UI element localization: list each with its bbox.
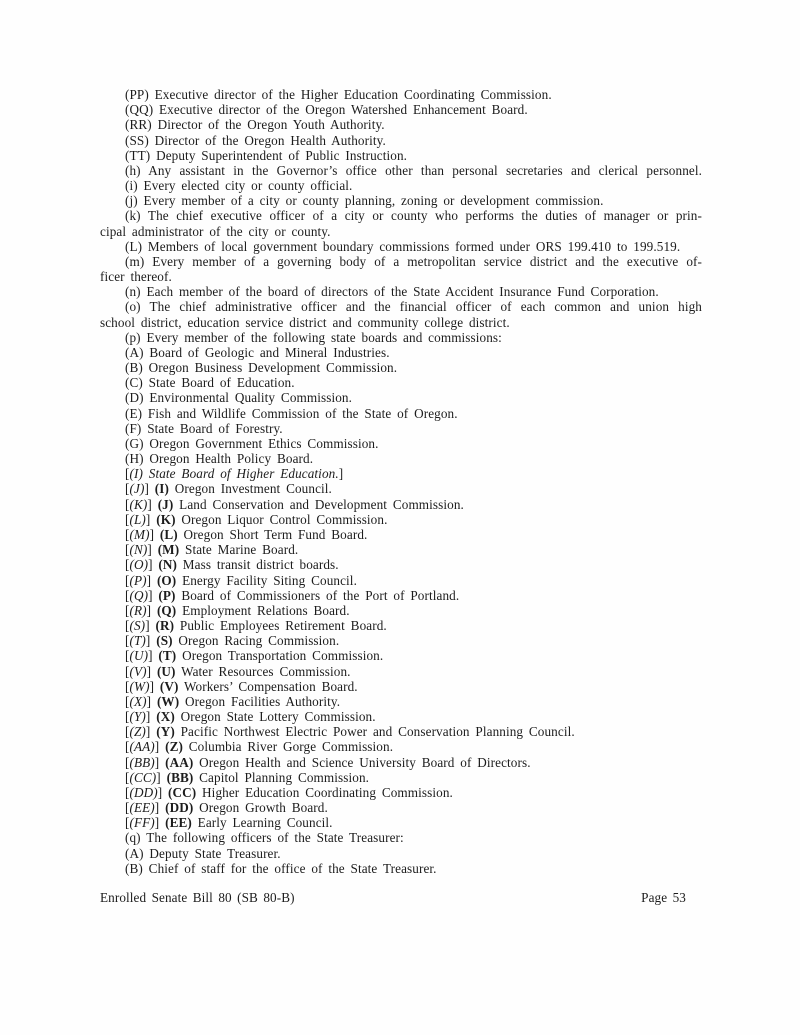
text-line — [100, 512, 702, 527]
bold-item-label: (X) — [156, 709, 175, 725]
bold-item-label: (Y) — [156, 724, 175, 740]
text-segment: (A) Deputy State Treasurer. — [125, 845, 281, 861]
page-footer — [100, 890, 686, 905]
text-segment: [ — [125, 693, 130, 709]
deleted-text-italic: (O) — [129, 557, 149, 573]
text-line — [100, 406, 702, 421]
text-segment: (C) State Board of Education. — [125, 375, 295, 391]
text-segment: ] — [154, 800, 166, 816]
bold-item-label: (K) — [156, 511, 176, 527]
text-segment: ] — [149, 526, 160, 542]
text-segment: [ — [125, 542, 130, 558]
text-line — [100, 330, 702, 345]
text-segment: Water Resources Commission. — [175, 663, 351, 679]
text-line — [100, 284, 702, 299]
text-line — [100, 148, 702, 163]
text-segment: Oregon Investment Council. — [168, 481, 332, 497]
text-segment: [ — [125, 678, 130, 694]
text-line — [100, 861, 702, 876]
text-segment: Public Employees Retirement Board. — [174, 618, 387, 634]
text-line — [100, 542, 702, 557]
text-line — [100, 527, 702, 542]
deleted-text-italic: (U) — [129, 648, 149, 664]
text-segment: Higher Education Coordinating Commission. — [196, 784, 453, 800]
bold-item-label: (N) — [158, 557, 178, 573]
text-line — [100, 481, 702, 496]
deleted-text-italic: (K) — [129, 496, 148, 512]
text-segment: ] — [146, 663, 157, 679]
text-segment: ] — [148, 557, 159, 573]
text-segment: [ — [125, 815, 130, 831]
bold-item-label: (I) — [154, 481, 169, 497]
footer-bill-title: Enrolled Senate Bill 80 (SB 80-B) — [100, 890, 295, 905]
text-segment: Land Conservation and Development Commission. — [173, 496, 464, 512]
deleted-text-italic: (Z) — [129, 724, 146, 740]
text-segment: (TT) Deputy Superintendent of Public Instruction. — [125, 147, 408, 163]
text-segment: school district, education service district and community college district. — [100, 314, 510, 330]
text-line — [100, 299, 702, 314]
text-segment: (A) Board of Geologic and Mineral Industries. — [125, 344, 390, 360]
bold-item-label: (O) — [156, 572, 177, 588]
text-line — [100, 87, 702, 102]
deleted-text-italic: (Y) — [129, 709, 146, 725]
text-segment: [ — [125, 633, 130, 649]
deleted-text-italic: (EE) — [129, 800, 155, 816]
text-line — [100, 239, 702, 254]
text-segment: Oregon Short Term Fund Board. — [177, 526, 368, 542]
deleted-text-italic: (CC) — [129, 769, 157, 785]
bold-item-label: (Q) — [156, 602, 177, 618]
text-segment: (q) The following officers of the State Treasurer: — [125, 830, 404, 846]
text-segment: ] — [148, 587, 159, 603]
bold-item-label: (DD) — [165, 800, 194, 816]
text-segment: (o) The chief administrative officer and the financial officer of each common and union high — [125, 299, 702, 315]
text-segment: (RR) Director of the Oregon Youth Authority. — [125, 117, 385, 133]
text-line — [100, 830, 702, 845]
bold-item-label: (J) — [157, 496, 174, 512]
text-line — [100, 618, 702, 633]
text-segment: Oregon Growth Board. — [193, 800, 328, 816]
text-segment: [ — [125, 511, 130, 527]
text-segment: (p) Every member of the following state boards and commissions: — [125, 329, 502, 345]
text-line — [100, 269, 702, 284]
text-segment: [ — [125, 526, 130, 542]
text-segment: Oregon Transportation Commission. — [176, 648, 384, 664]
text-line — [100, 117, 702, 132]
text-segment: ] — [147, 496, 158, 512]
text-segment: ] — [154, 815, 166, 831]
text-segment: (i) Every elected city or county official. — [125, 178, 353, 194]
text-segment: [ — [125, 602, 130, 618]
text-segment: (SS) Director of the Oregon Health Authority. — [125, 132, 386, 148]
text-segment: [ — [125, 709, 130, 725]
text-segment: ] — [146, 572, 157, 588]
bold-item-label: (BB) — [166, 769, 194, 785]
text-segment: Workers’ Compensation Board. — [178, 678, 358, 694]
text-segment: (D) Environmental Quality Commission. — [125, 390, 353, 406]
text-segment: ] — [146, 602, 157, 618]
bold-item-label: (CC) — [168, 784, 197, 800]
text-segment: [ — [125, 784, 130, 800]
text-segment: [ — [125, 572, 130, 588]
text-line — [100, 193, 702, 208]
footer-page-number: Page 53 — [641, 890, 686, 905]
text-line — [100, 208, 702, 223]
text-line — [100, 694, 702, 709]
text-line — [100, 724, 702, 739]
text-line — [100, 770, 702, 785]
text-line — [100, 315, 702, 330]
text-line — [100, 451, 702, 466]
deleted-text-italic: (X) — [129, 693, 147, 709]
text-line — [100, 815, 702, 830]
deleted-text-italic: (S) — [129, 618, 146, 634]
bold-item-label: (S) — [156, 633, 173, 649]
text-line — [100, 664, 702, 679]
deleted-text-italic: (AA) — [129, 739, 155, 755]
deleted-text-italic: (FF) — [129, 815, 155, 831]
bold-item-label: (L) — [159, 526, 178, 542]
deleted-text-italic: (W) — [129, 678, 150, 694]
deleted-text-italic: (DD) — [129, 784, 158, 800]
text-segment: Oregon Facilities Authority. — [179, 693, 341, 709]
text-segment: ] — [145, 618, 156, 634]
text-segment: ] — [145, 633, 157, 649]
text-segment: ] — [338, 466, 344, 482]
text-segment: Board of Commissioners of the Port of Portland. — [175, 587, 460, 603]
text-segment: [ — [125, 557, 130, 573]
text-line — [100, 709, 702, 724]
deleted-text-italic: (Q) — [129, 587, 149, 603]
text-segment: (B) Chief of staff for the office of the State Treasurer. — [125, 860, 437, 876]
text-line — [100, 178, 702, 193]
text-segment: ficer thereof. — [100, 269, 172, 285]
text-line — [100, 739, 702, 754]
text-segment: (L) Members of local government boundary commissions formed under ORS 199.410 to 199.519. — [125, 238, 681, 254]
text-segment: ] — [148, 648, 159, 664]
text-line — [100, 390, 702, 405]
text-segment: Mass transit district boards. — [177, 557, 339, 573]
bold-item-label: (U) — [156, 663, 176, 679]
text-segment: ] — [145, 709, 157, 725]
text-segment: (F) State Board of Forestry. — [125, 420, 283, 436]
deleted-text-italic: (P) — [129, 572, 147, 588]
text-segment: [ — [125, 466, 130, 482]
text-line — [100, 800, 702, 815]
text-segment: (G) Oregon Government Ethics Commission. — [125, 435, 379, 451]
deleted-text-italic: (V) — [129, 663, 147, 679]
text-segment: (QQ) Executive director of the Oregon Watershed Enhancement Board. — [125, 102, 528, 118]
text-segment: Employment Relations Board. — [176, 602, 350, 618]
text-segment: (j) Every member of a city or county planning, zoning or development commission. — [125, 193, 604, 209]
text-segment: Capitol Planning Commission. — [193, 769, 370, 785]
text-line — [100, 421, 702, 436]
text-line — [100, 573, 702, 588]
text-line — [100, 102, 702, 117]
text-line — [100, 785, 702, 800]
bold-item-label: (V) — [159, 678, 179, 694]
text-line — [100, 497, 702, 512]
text-segment: ] — [145, 724, 157, 740]
deleted-text-italic: (R) — [129, 602, 147, 618]
text-line — [100, 679, 702, 694]
bold-item-label: (T) — [158, 648, 177, 664]
text-segment: ] — [149, 678, 160, 694]
text-segment: [ — [125, 769, 130, 785]
text-segment: [ — [125, 587, 130, 603]
bold-item-label: (P) — [158, 587, 176, 603]
text-line — [100, 360, 702, 375]
text-segment: Oregon Racing Commission. — [172, 633, 340, 649]
text-line — [100, 648, 702, 663]
deleted-text-italic: (BB) — [129, 754, 155, 770]
text-line — [100, 846, 702, 861]
text-line — [100, 755, 702, 770]
text-segment: (k) The chief executive officer of a city or county who performs the duties of manager or prin- — [125, 208, 702, 224]
text-segment: ] — [144, 481, 155, 497]
text-line — [100, 133, 702, 148]
text-line — [100, 345, 702, 360]
text-segment: [ — [125, 481, 130, 497]
text-segment: [ — [125, 648, 130, 664]
text-line — [100, 588, 702, 603]
text-segment: (m) Every member of a governing body of a metropolitan service district and the executive of- — [125, 253, 702, 269]
text-segment: Columbia River Gorge Commission. — [182, 739, 394, 755]
deleted-text-italic: (N) — [129, 542, 148, 558]
text-segment: ] — [146, 693, 157, 709]
text-segment: Oregon Liquor Control Commission. — [175, 511, 388, 527]
text-line — [100, 603, 702, 618]
text-segment: Early Learning Council. — [191, 815, 333, 831]
text-segment: [ — [125, 724, 130, 740]
text-line — [100, 633, 702, 648]
text-segment: ] — [157, 784, 169, 800]
text-segment: Energy Facility Siting Council. — [176, 572, 357, 588]
text-segment: (E) Fish and Wildlife Commission of the State of Oregon. — [125, 405, 458, 421]
text-segment: [ — [125, 618, 130, 634]
bill-text-block — [100, 87, 702, 876]
text-segment: State Marine Board. — [179, 542, 299, 558]
text-segment: Oregon State Lottery Commission. — [174, 709, 376, 725]
text-segment: ] — [147, 542, 158, 558]
text-segment: ] — [154, 754, 166, 770]
text-segment: (PP) Executive director of the Higher Education Coordinating Commission. — [125, 87, 552, 102]
bold-item-label: (Z) — [165, 739, 183, 755]
text-segment: (H) Oregon Health Policy Board. — [125, 451, 314, 467]
text-segment: [ — [125, 800, 130, 816]
text-line — [100, 163, 702, 178]
text-line — [100, 224, 702, 239]
text-line — [100, 557, 702, 572]
text-segment: [ — [125, 496, 130, 512]
text-segment: [ — [125, 739, 130, 755]
deleted-text-italic: (M) — [129, 526, 150, 542]
text-line — [100, 375, 702, 390]
bold-item-label: (AA) — [165, 754, 194, 770]
text-segment: (n) Each member of the board of directors of the State Accident Insurance Fund Corporation. — [125, 284, 659, 300]
bold-item-label: (EE) — [165, 815, 192, 831]
bold-item-label: (R) — [155, 618, 175, 634]
text-segment: ] — [156, 769, 167, 785]
text-segment: [ — [125, 663, 130, 679]
text-segment: ] — [145, 511, 157, 527]
text-segment: (h) Any assistant in the Governor’s office other than personal secretaries and clerical personnel. — [125, 162, 702, 178]
text-segment: Pacific Northwest Electric Power and Conservation Planning Council. — [174, 724, 575, 740]
text-segment: ] — [154, 739, 166, 755]
text-segment: (B) Oregon Business Development Commission. — [125, 360, 398, 376]
text-segment: [ — [125, 754, 130, 770]
text-line — [100, 436, 702, 451]
text-segment: cipal administrator of the city or county. — [100, 223, 331, 239]
deleted-text-italic: (L) — [129, 511, 146, 527]
bold-item-label: (M) — [157, 542, 180, 558]
text-line — [100, 466, 702, 481]
deleted-text-italic: (T) — [129, 633, 146, 649]
text-line — [100, 254, 702, 269]
deleted-text-italic: (J) — [129, 481, 145, 497]
bold-item-label: (W) — [156, 693, 180, 709]
text-segment: Oregon Health and Science University Board of Directors. — [193, 754, 531, 770]
deleted-text-italic: (I) State Board of Higher Education. — [129, 466, 339, 482]
